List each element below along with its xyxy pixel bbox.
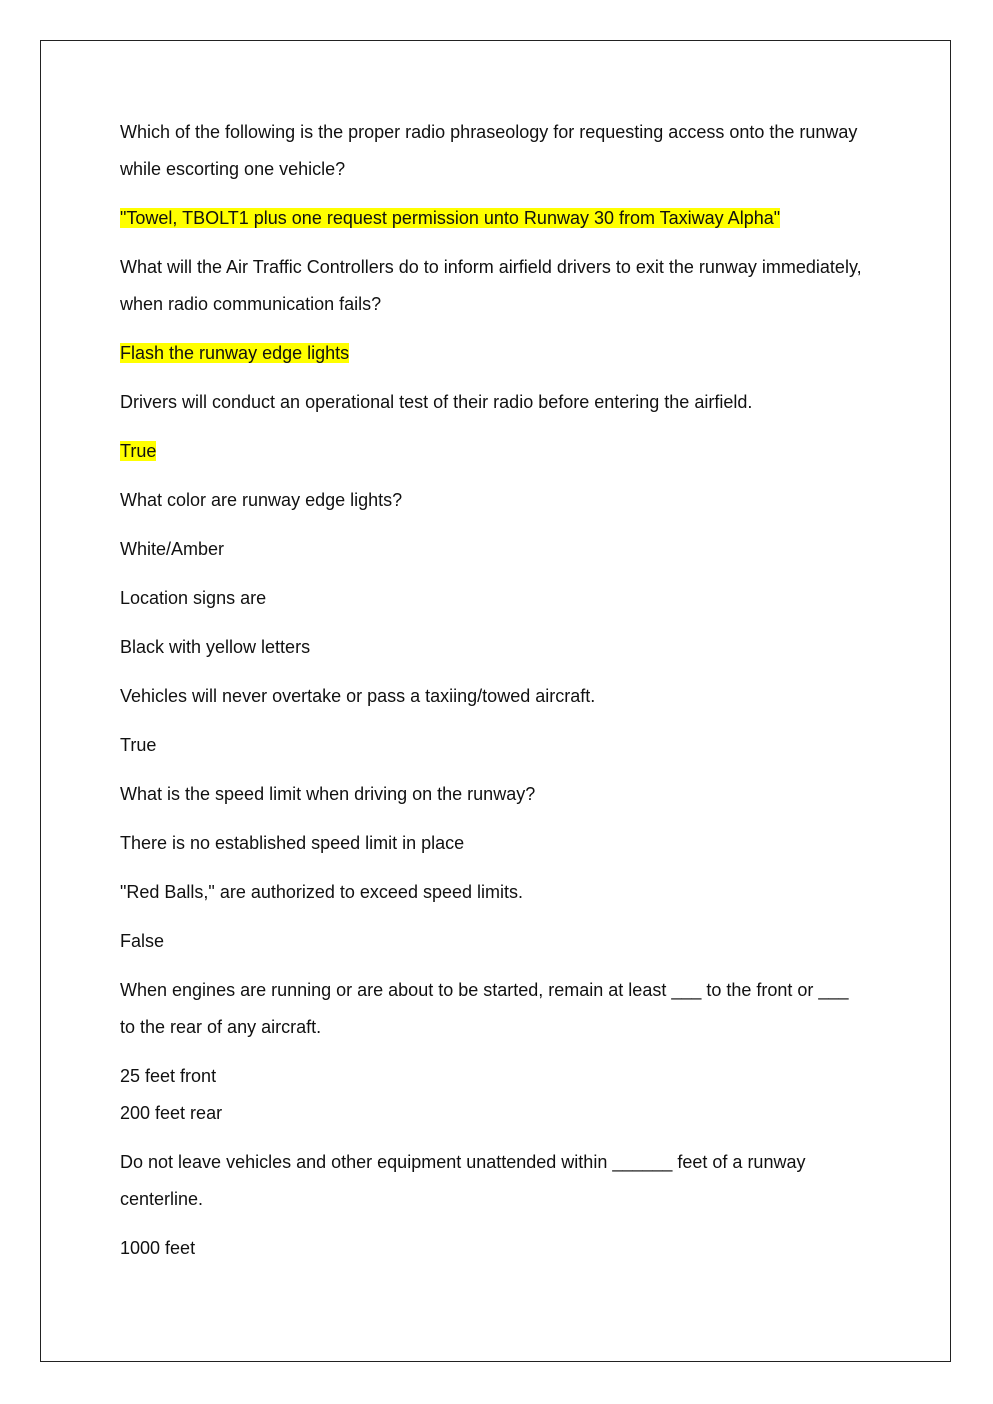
answer-7-text: There is no established speed limit in place bbox=[120, 833, 465, 853]
question-7 bbox=[120, 776, 865, 813]
question-8 bbox=[120, 874, 865, 911]
answer-6 bbox=[120, 727, 865, 764]
answer-8 bbox=[120, 923, 865, 960]
question-3-text: Drivers will conduct an operational test of their radio before entering the airfield. bbox=[120, 392, 753, 412]
question-1-text: Which of the following is the proper radio phraseology for requesting access onto the runway while escorting one vehicle? bbox=[120, 122, 858, 179]
question-7-text: What is the speed limit when driving on the runway? bbox=[120, 784, 536, 804]
answer-4 bbox=[120, 531, 865, 568]
answer-9-front-text: 25 feet front bbox=[120, 1066, 217, 1086]
answer-10-text: 1000 feet bbox=[120, 1238, 196, 1258]
answer-9-front bbox=[120, 1058, 865, 1095]
answer-9-rear bbox=[120, 1095, 865, 1132]
answer-3-highlight: True bbox=[120, 441, 157, 461]
question-3 bbox=[120, 384, 865, 421]
answer-6-text: True bbox=[120, 735, 157, 755]
question-4-text: What color are runway edge lights? bbox=[120, 490, 403, 510]
answer-9-rear-text: 200 feet rear bbox=[120, 1103, 223, 1123]
answer-10 bbox=[120, 1230, 865, 1267]
answer-1-highlight: "Towel, TBOLT1 plus one request permission unto Runway 30 from Taxiway Alpha" bbox=[120, 208, 781, 228]
answer-7 bbox=[120, 825, 865, 862]
question-10-text: Do not leave vehicles and other equipment unattended within ______ feet of a runway centerline. bbox=[120, 1152, 806, 1209]
question-9 bbox=[120, 972, 865, 1046]
question-2-text: What will the Air Traffic Controllers do to inform airfield drivers to exit the runway immediately, when radio communication fails? bbox=[120, 257, 862, 314]
answer-2 bbox=[120, 335, 865, 372]
document-body bbox=[120, 114, 865, 1279]
question-1 bbox=[120, 114, 865, 188]
answer-5 bbox=[120, 629, 865, 666]
question-8-text: "Red Balls," are authorized to exceed speed limits. bbox=[120, 882, 523, 902]
question-9-text: When engines are running or are about to be started, remain at least ___ to the front or ___ to the rear of any aircraft. bbox=[120, 980, 849, 1037]
question-4 bbox=[120, 482, 865, 519]
question-5-text: Location signs are bbox=[120, 588, 267, 608]
question-5 bbox=[120, 580, 865, 617]
answer-3 bbox=[120, 433, 865, 470]
answer-1 bbox=[120, 200, 865, 237]
question-6-text: Vehicles will never overtake or pass a taxiing/towed aircraft. bbox=[120, 686, 596, 706]
question-10 bbox=[120, 1144, 865, 1218]
answer-5-text: Black with yellow letters bbox=[120, 637, 311, 657]
question-2 bbox=[120, 249, 865, 323]
answer-4-text: White/Amber bbox=[120, 539, 225, 559]
question-6 bbox=[120, 678, 865, 715]
answer-8-text: False bbox=[120, 931, 165, 951]
answer-2-highlight: Flash the runway edge lights bbox=[120, 343, 350, 363]
